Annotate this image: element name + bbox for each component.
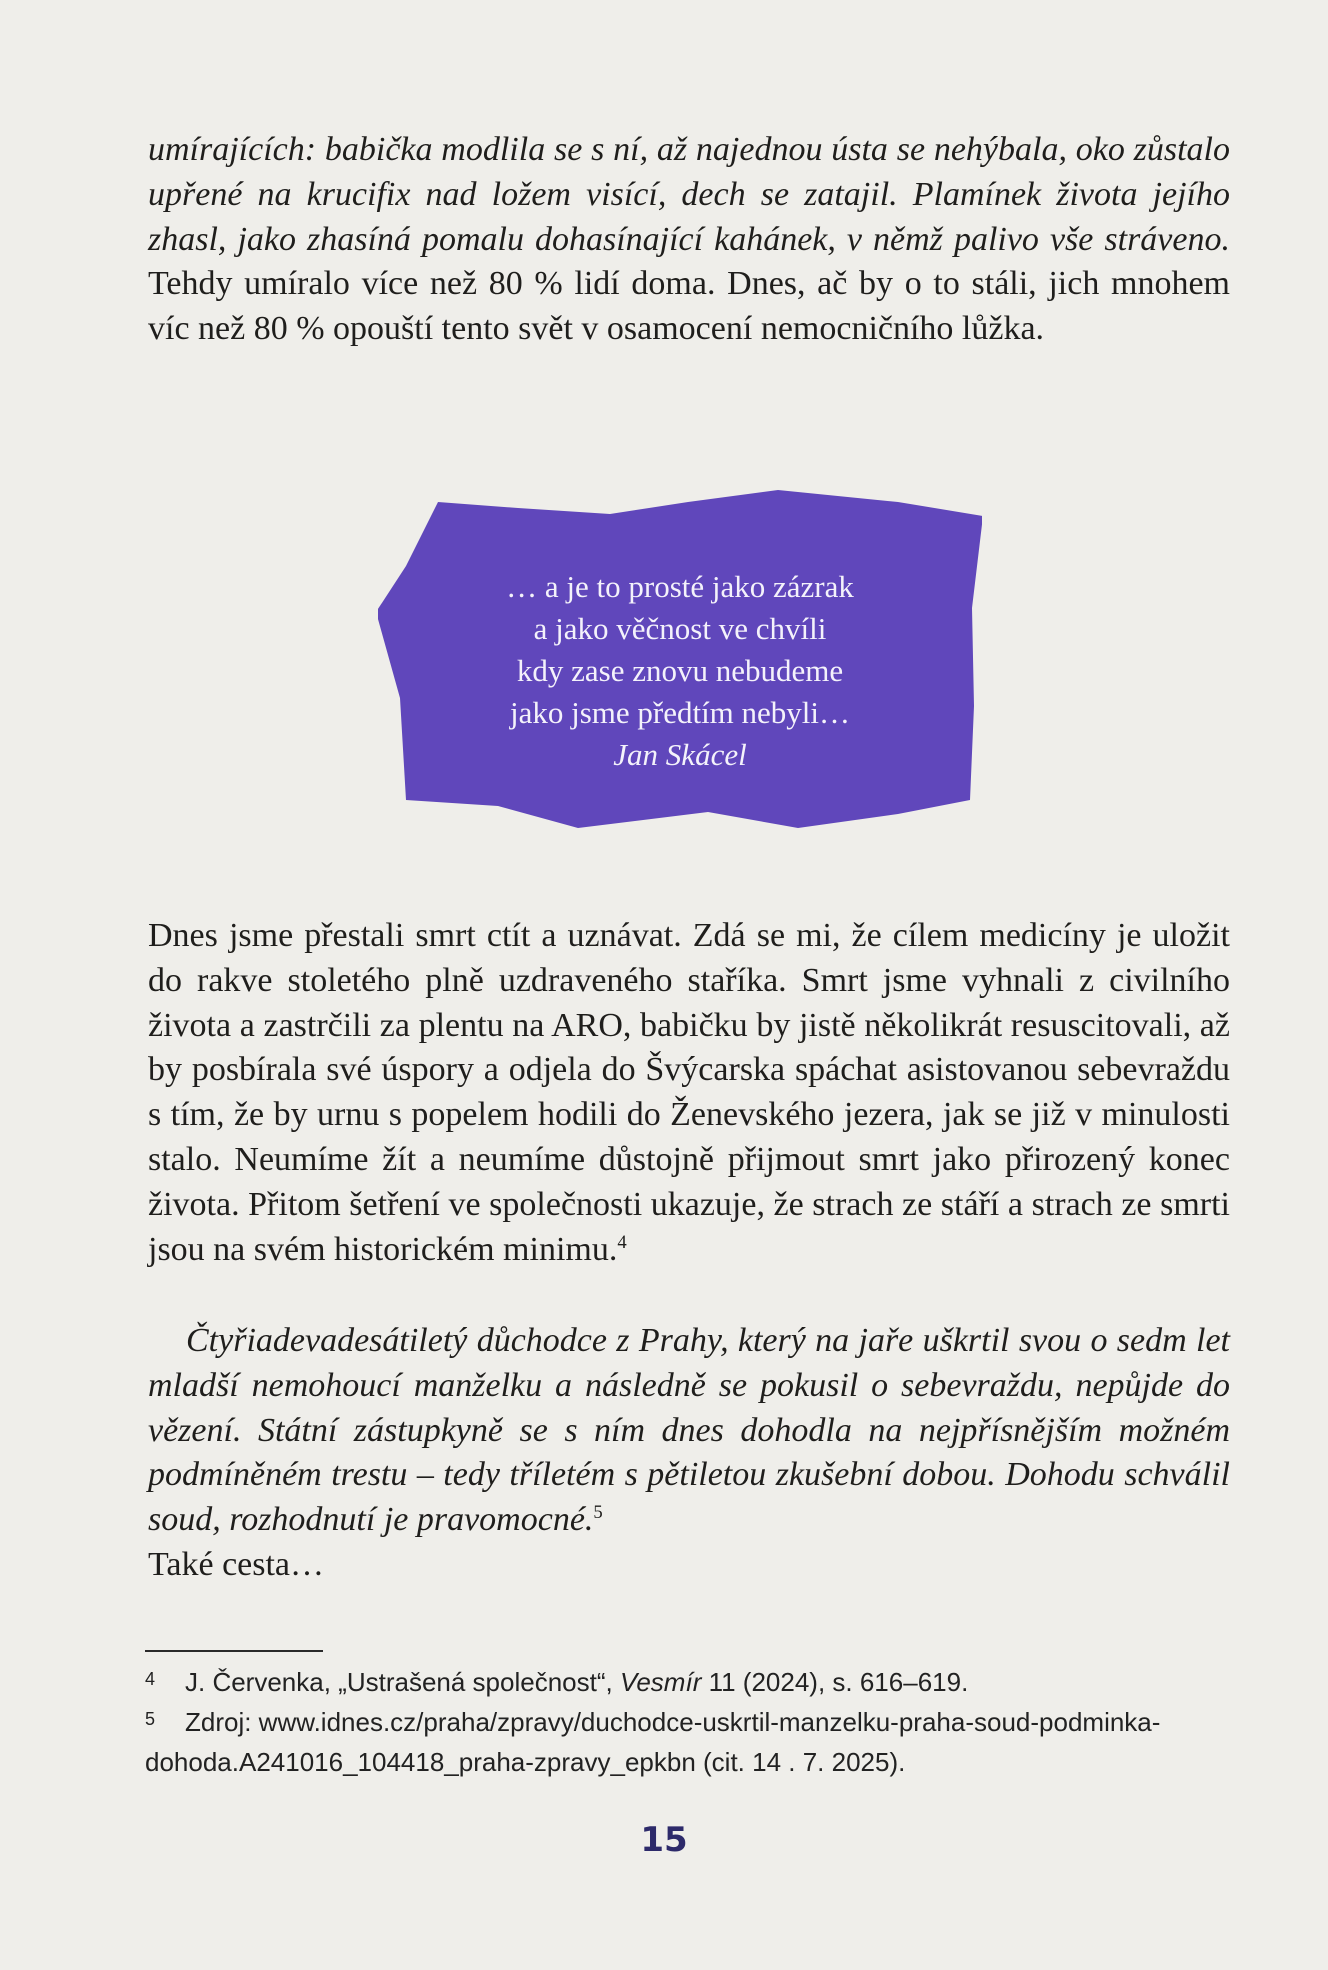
quote-line: a jako věčnost ve chvíli bbox=[533, 611, 827, 646]
footnote-ref-4[interactable]: 4 bbox=[617, 1231, 627, 1253]
page-number: 15 bbox=[640, 1820, 688, 1860]
footnote-text: Zdroj: www.idnes.cz/praha/zpravy/duchodce-uskrtil-manzelku-praha-soud-podminka-dohoda.A241016_104418_praha-zpravy_epkbn (cit. 14 . 7. 2025). bbox=[145, 1707, 1161, 1777]
footnote-number: 4 bbox=[145, 1669, 156, 1689]
paragraph-top-text: Tehdy umíralo více než 80 % lidí doma. Dnes, ač by o to stáli, jich mnohem víc než 80 % opouští tento svět v osamocení nemocničního lůžka. bbox=[148, 265, 1230, 348]
paragraph-body-1 bbox=[148, 914, 1230, 1272]
paragraph-body-1-text: Dnes jsme přestali smrt ctít a uznávat. Zdá se mi, že cílem medicíny je uložit do rakve stoletého plně uzdraveného staříka. Smrt jsme vyhnali z civilního života a zastrčili za plentu na ARO, babičku by jistě několikrát resuscitovali, až by posbírala své úspory a odjela do Švýcarska spáchat asistovanou sebevraždu s tím, že by urnu s popelem hodili do Ženevského jezera, jak se již v minulosti stalo. Neumíme žít a neumíme důstojně přijmout smrt jako přirozený konec života. Přitom šetření ve společnosti ukazuje, že strach ze stáří a strach ze smrti jsou na svém historickém minimu. bbox=[148, 917, 1230, 1268]
footnote-text: J. Červenka, „Ustrašená společnost“, bbox=[185, 1667, 620, 1697]
paragraph-top bbox=[148, 128, 1230, 352]
footnote-journal: Vesmír bbox=[619, 1667, 702, 1697]
footnote-divider bbox=[145, 1650, 323, 1652]
quoted-italic-text: umírajících: babička modlila se s ní, až najednou ústa se nehýbala, oko zůstalo upřené na krucifix nad ložem visící, dech se zatajil. Plamínek života jejího zhasl, jako zhasíná pomalu dohasínající kahánek, v němž palivo vše stráveno. bbox=[148, 131, 1230, 258]
footnote-number: 5 bbox=[145, 1709, 156, 1729]
quote-author: Jan Skácel bbox=[613, 737, 747, 772]
footnote-ref-5[interactable]: 5 bbox=[593, 1502, 603, 1524]
quote-line: jako jsme předtím nebyli… bbox=[509, 695, 851, 730]
news-quote-italic: Čtyřiadevadesátiletý důchodce z Prahy, který na jaře uškrtil svou o sedm let mladší nemohoucí manželku a následně se pokusil o sebevraždu, nepůjde do vězení. Státní zástupkyně se s ním dnes dohodla na nejpřísnějším možném podmíněném trestu – tedy tříletém s pětiletou zkušební dobou. Dohodu schválil soud, rozhodnutí je pravomocné. bbox=[148, 1322, 1230, 1539]
footnote-4 bbox=[145, 1659, 1230, 1702]
footnote-text: 11 (2024), s. 616–619. bbox=[701, 1667, 969, 1697]
quote-line: … a je to prosté jako zázrak bbox=[506, 569, 854, 604]
quote-box bbox=[378, 488, 982, 836]
footnote-5 bbox=[145, 1699, 1230, 1782]
quote-text bbox=[378, 566, 982, 776]
paragraph-body-2 bbox=[148, 1319, 1230, 1588]
paragraph-body-2-tail: Také cesta… bbox=[148, 1545, 325, 1583]
quote-line: kdy zase znovu nebudeme bbox=[516, 653, 844, 688]
